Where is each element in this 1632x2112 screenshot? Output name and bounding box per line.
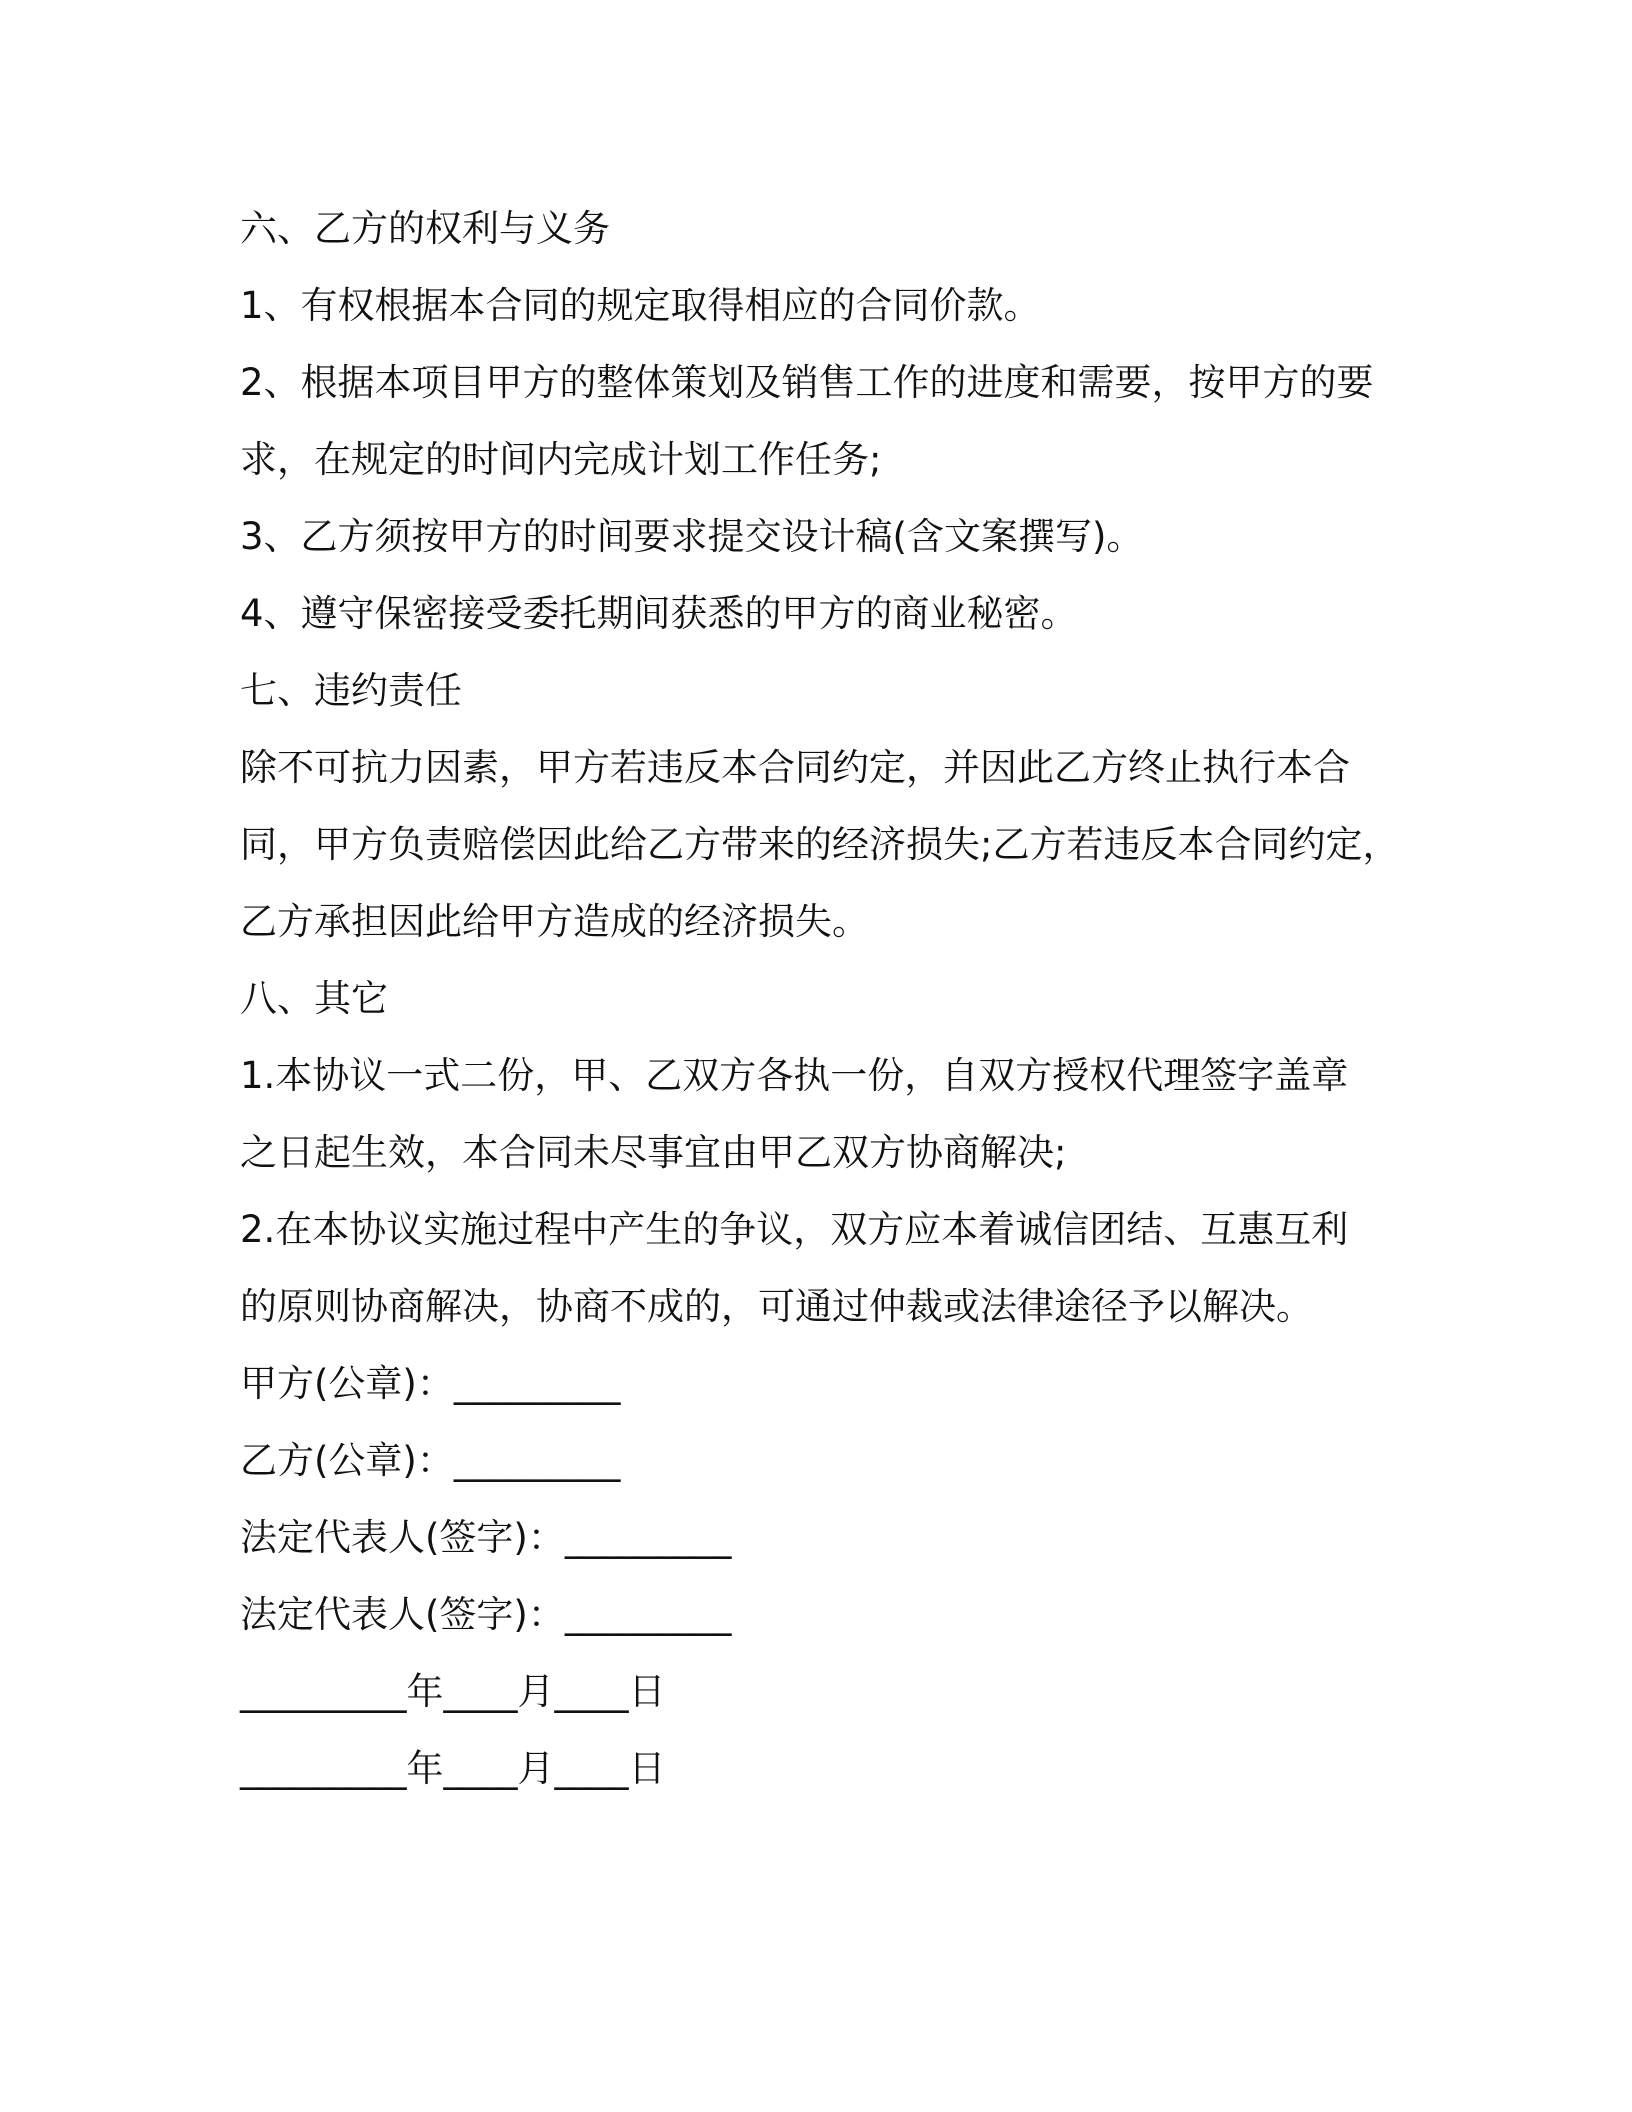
- section-6-item-2-line-1: 2、根据本项目甲方的整体策划及销售工作的进度和需要，按甲方的要: [240, 361, 1374, 404]
- section-6-item-1: 1、有权根据本合同的规定取得相应的合同价款。: [240, 284, 1041, 327]
- section-8-item-1-line-1: 1.本协议一式二份，甲、乙双方各执一份，自双方授权代理签字盖章: [240, 1054, 1349, 1097]
- section-7-para-line-1: 除不可抗力因素，甲方若违反本合同约定，并因此乙方终止执行本合: [240, 746, 1350, 789]
- legal-rep-signature-line-1: 法定代表人(签字)：_________: [240, 1516, 732, 1559]
- section-8-item-2-line-1: 2.在本协议实施过程中产生的争议，双方应本着诚信团结、互惠互利: [240, 1208, 1349, 1251]
- section-7-heading: 七、违约责任: [240, 669, 462, 712]
- section-6-item-2-line-2: 求，在规定的时间内完成计划工作任务;: [240, 438, 882, 481]
- legal-rep-signature-line-2: 法定代表人(签字)：_________: [240, 1593, 732, 1636]
- party-b-seal-line: 乙方(公章)：_________: [240, 1439, 621, 1482]
- section-8-item-1-line-2: 之日起生效，本合同未尽事宜由甲乙双方协商解决;: [240, 1131, 1067, 1174]
- section-7-para-line-3: 乙方承担因此给甲方造成的经济损失。: [240, 900, 869, 943]
- party-a-seal-line: 甲方(公章)：_________: [240, 1362, 621, 1405]
- section-6-item-4: 4、遵守保密接受委托期间获悉的甲方的商业秘密。: [240, 592, 1078, 635]
- section-6-item-3: 3、乙方须按甲方的时间要求提交设计稿(含文案撰写)。: [240, 515, 1144, 558]
- contract-body: [240, 190, 1400, 1807]
- section-7-para-line-2: 同，甲方负责赔偿因此给乙方带来的经济损失;乙方若违反本合同约定，: [240, 823, 1400, 866]
- section-6-heading: 六、乙方的权利与义务: [240, 207, 610, 250]
- section-8-heading: 八、其它: [240, 977, 388, 1020]
- section-8-item-2-line-2: 的原则协商解决，协商不成的，可通过仲裁或法律途径予以解决。: [240, 1285, 1313, 1328]
- date-line-1: _________年____月____日: [240, 1670, 666, 1713]
- date-line-2: _________年____月____日: [240, 1747, 666, 1790]
